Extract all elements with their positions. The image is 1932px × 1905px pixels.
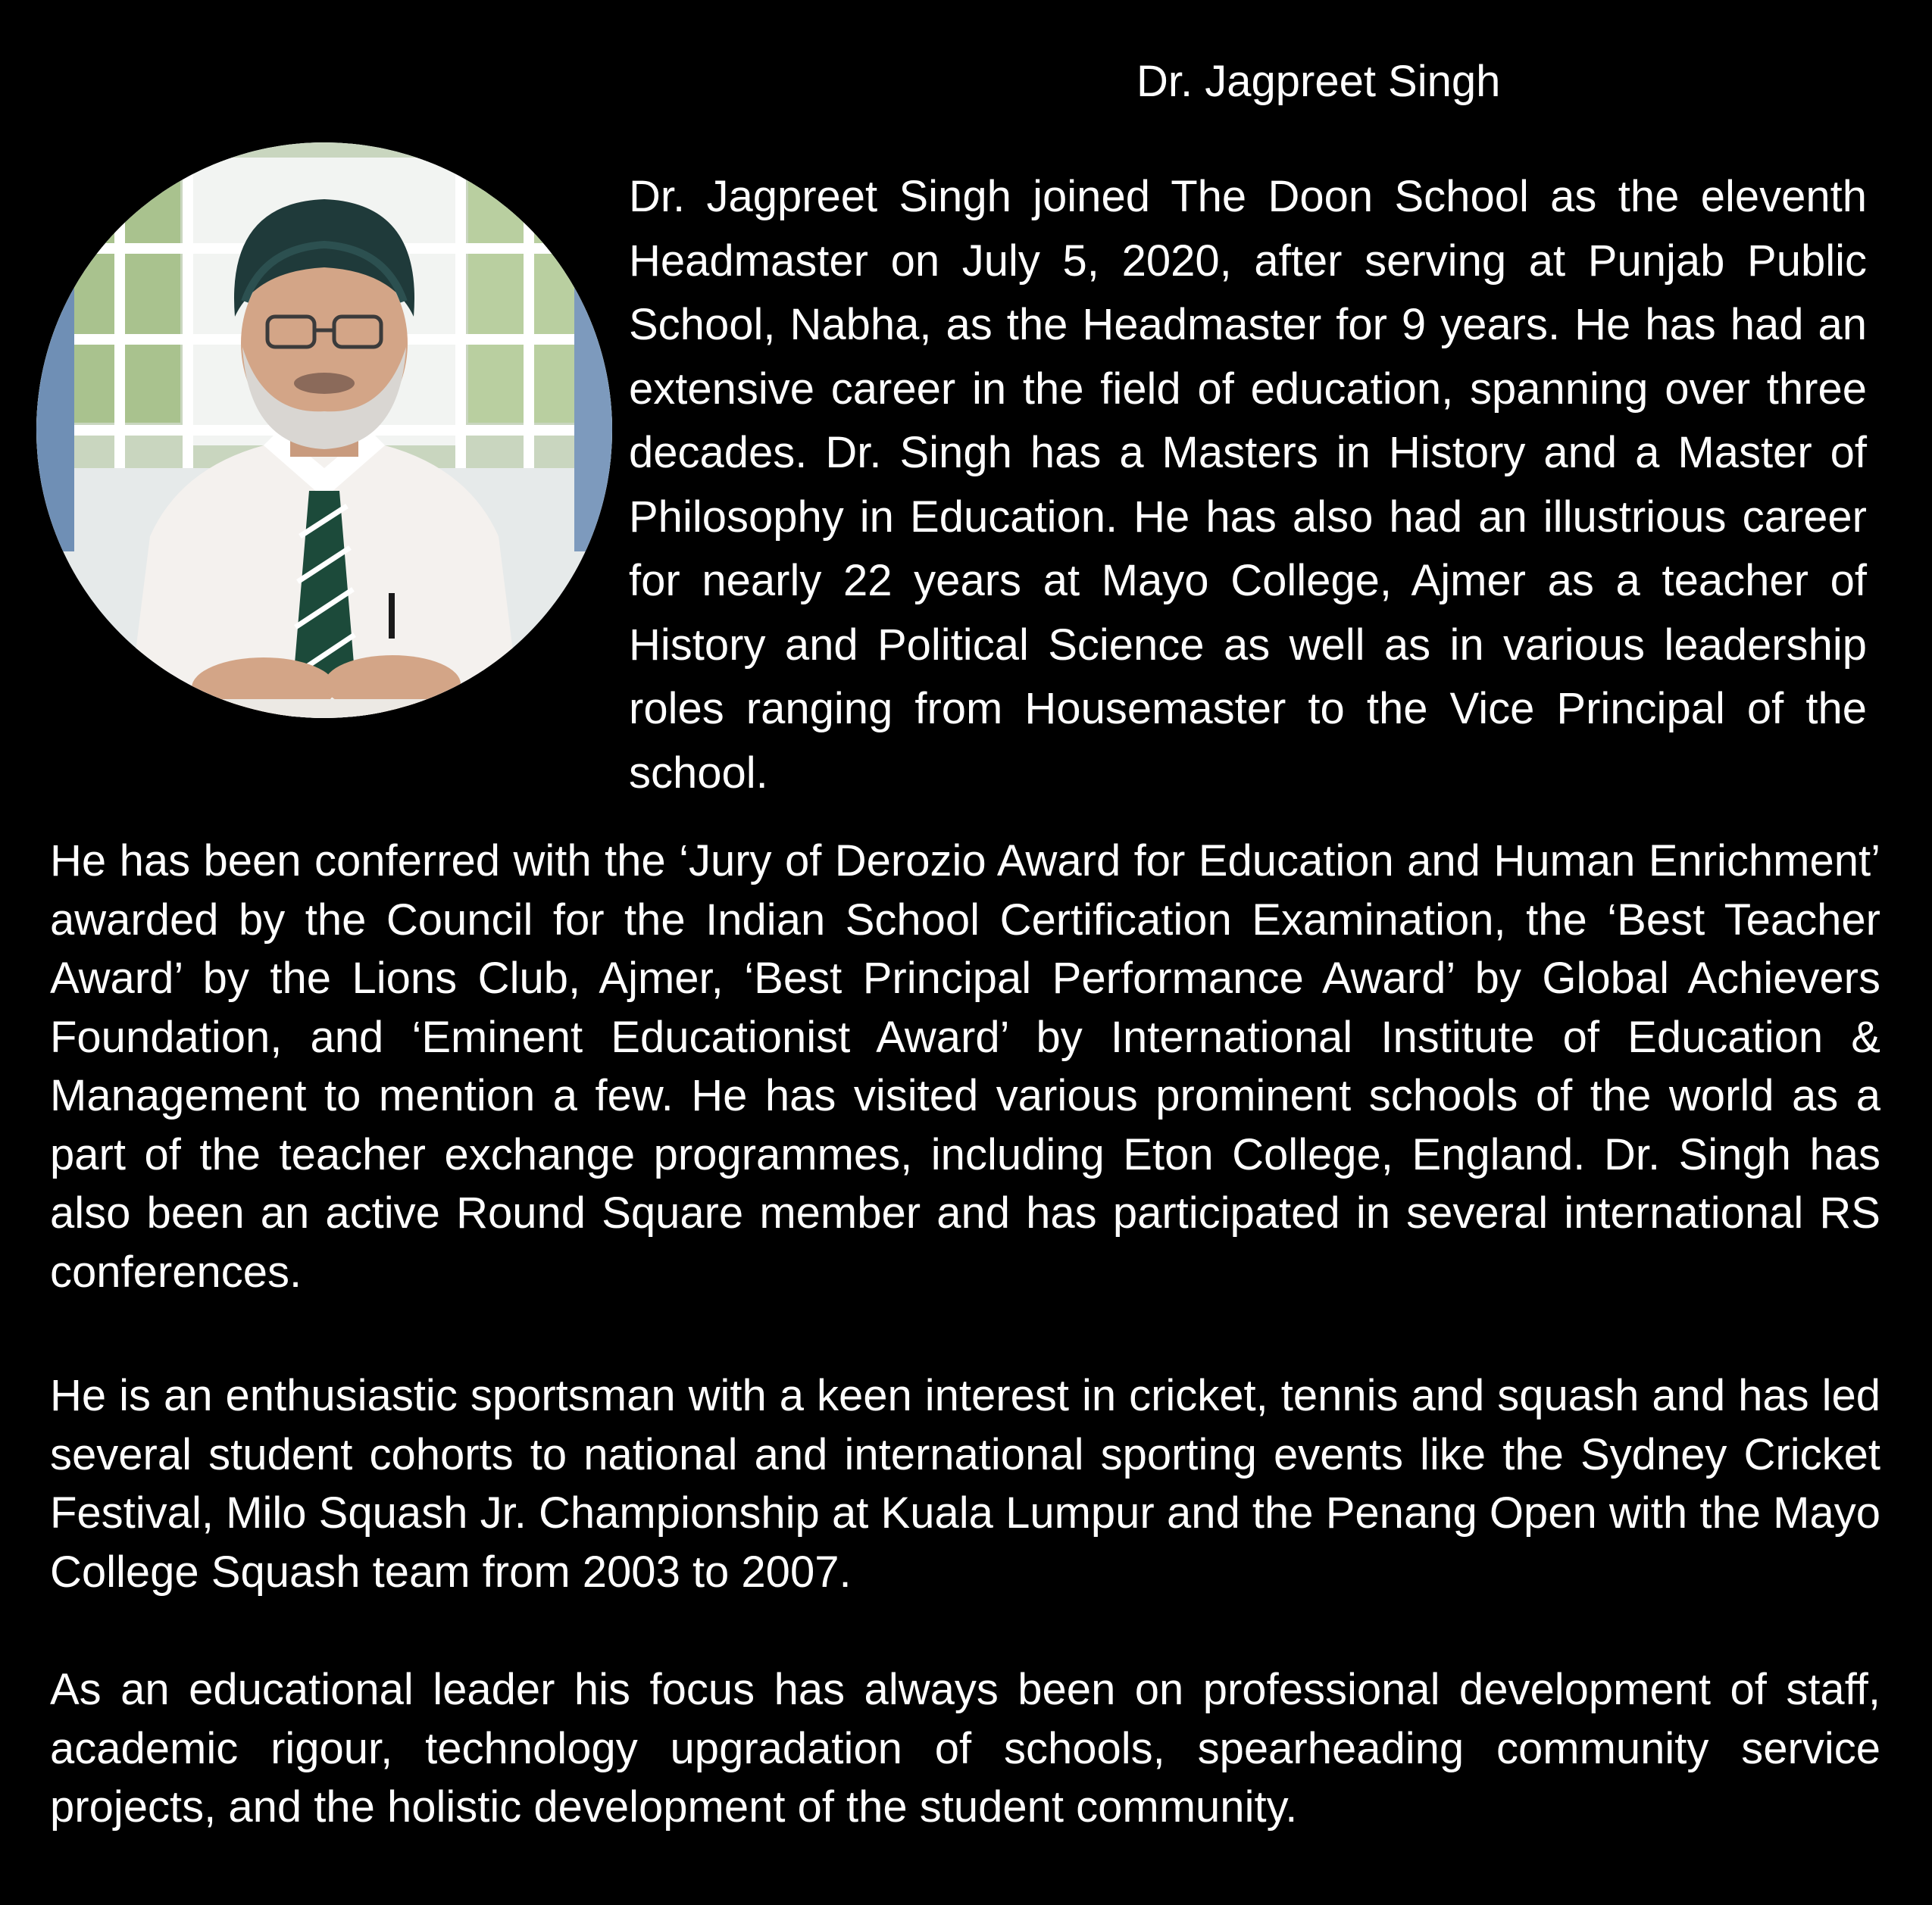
portrait-photo-icon: [36, 142, 612, 718]
page-title: Dr. Jagpreet Singh: [1136, 57, 1501, 106]
sports-paragraph: He is an enthusiastic sportsman with a keen interest in cricket, tennis and squash and has led several student cohorts to national and international sporting events like the Sydney Cricket Festival, Milo Squash Jr. Championship at Kuala Lumpur and the Penang Open with the Mayo College Squash team from 2003 to 2007.: [50, 1371, 1880, 1597]
intro-paragraph: Dr. Jagpreet Singh joined The Doon School as the eleventh Headmaster on July 5, 2020, after serving at Punjab Public School, Nabha, as the Headmaster for 9 years. He has had an extensive career in the field of education, spanning over three decades. Dr. Singh has a Masters in History and a Master of Philosophy in Education. He has also had an illustrious career for nearly 22 years at Mayo College, Ajmer as a teacher of History and Political Science as well as in various leadership roles ranging from Housemaster to the Vice Principal of the school.: [629, 172, 1867, 798]
awards-paragraph: He has been conferred with the ‘Jury of Derozio Award for Education and Human Enrichment’ awarded by the Council for the Indian School Certification Examination, the ‘Best Teacher Award’ by the Lions Club, Ajmer, ‘Best Principal Performance Award’ by Global Achievers Foundation, and ‘Eminent Educationist Award’ by International Institute of Education & Management to mention a few. He has visited various prominent schools of the world as a part of the teacher exchange programmes, including Eton College, England. Dr. Singh has also been an active Round Square member and has participated in several international RS conferences.: [50, 836, 1880, 1297]
portrait-photo: [36, 142, 612, 718]
leadership-paragraph: As an educational leader his focus has always been on professional development of staff, academic rigour, technology upgradation of schools, spearheading community service projects, and the holistic development of the student community.: [50, 1665, 1880, 1832]
